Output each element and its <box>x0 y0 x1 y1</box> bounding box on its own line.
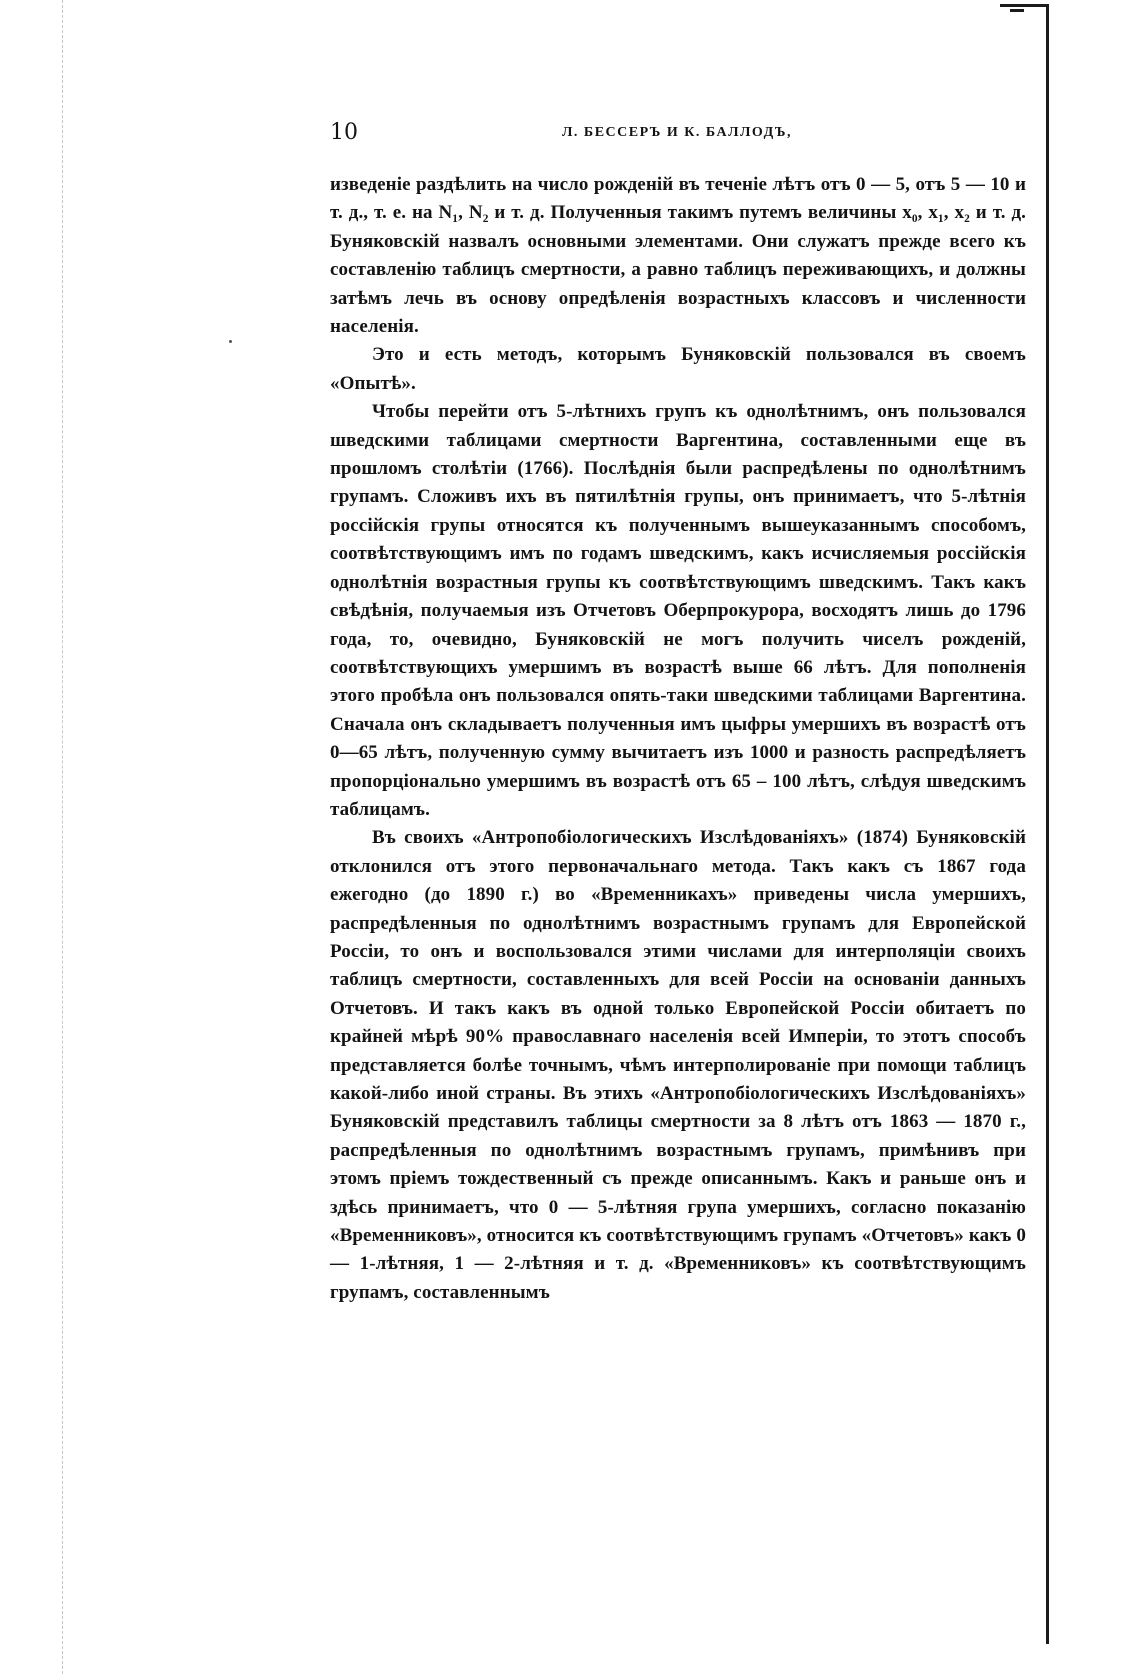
paragraph: Въ своихъ «Антропобіологическихъ Изслѣдованіяхъ» (1874) Буняковскій отклонился отъ этого первоначальнаго метода. Такъ какъ съ 1867 года ежегодно (до 1890 г.) во «Временникахъ» приведены числа умершихъ, распредѣленныя по однолѣтнимъ возрастнымъ групамъ для Европейской Россіи, то онъ и воспользовался этими числами для интерполяціи своихъ таблицъ смертности, составленныхъ для всей Россіи на основаніи данныхъ Отчетовъ. И такъ какъ въ одной только Европейской Россіи обитаетъ по крайней мѣрѣ 90% православнаго населенія всей Имперіи, то этотъ способъ представляется болѣе точнымъ, чѣмъ интерполированіе при помощи таблицъ какой-либо иной страны. Въ этихъ «Антропобіологическихъ Изслѣдованіяхъ» Буняковскій представилъ таблицы смертности за 8 лѣтъ отъ 1863 — 1870 г., распредѣленныя по однолѣтнимъ возрастнымъ групамъ, примѣнивъ при этомъ пріемъ тождественный съ прежде описаннымъ. Какъ и раньше онъ и здѣсь принимаетъ, что 0 — 5-лѣтняя група умершихъ, согласно показанію «Временниковъ», относится къ соотвѣтствующимъ групамъ «Отчетовъ» какъ 0 — 1-лѣтняя, 1 — 2-лѣтняя и т. д. «Временниковъ» къ соотвѣтствующимъ групамъ, составленнымъ <box>330 827 1026 1303</box>
scan-right-border <box>1046 4 1049 1644</box>
page-number: 10 <box>330 120 358 145</box>
body-text <box>330 171 1026 1307</box>
running-head: Л. БЕССЕРЪ И К. БАЛЛОДЪ, <box>562 125 792 140</box>
scan-speck <box>229 340 232 343</box>
page-header <box>330 120 814 150</box>
scan-top-right-border <box>1000 4 1049 7</box>
scan-left-fold-line <box>62 0 64 1674</box>
scan-top-right-mark <box>1010 9 1024 12</box>
paragraph: изведеніе раздѣлить на число рожденій въ теченіе лѣтъ отъ 0 — 5, отъ 5 — 10 и т. д., т. е. на N₁, N₂ и т. д. Полученныя такимъ путемъ величины x₀, x₁, x₂ и т. д. Буняковскій назвалъ основными элементами. Они служатъ прежде всего къ составленію таблицъ смертности, а равно таблицъ переживающихъ, и должны затѣмъ лечь въ основу опредѣленія возрастныхъ классовъ и численности населенія. <box>330 174 1026 338</box>
paragraph: Чтобы перейти отъ 5-лѣтнихъ групъ къ однолѣтнимъ, онъ пользовался шведскими таблицами смертности Варгентина, составленными еще въ прошломъ столѣтіи (1766). Послѣднія были распредѣлены по однолѣтнимъ групамъ. Сложивъ ихъ въ пятилѣтнія групы, онъ принимаетъ, что 5-лѣтнія россійскія групы относятся къ полученнымъ вышеуказаннымъ способомъ, соотвѣтствующимъ имъ по годамъ шведскимъ, какъ исчисляемыя россійскія однолѣтнія возрастныя групы къ соотвѣтствующимъ шведскимъ. Такъ какъ свѣдѣнія, получаемыя изъ Отчетовъ Оберпрокурора, восходятъ лишь до 1796 года, то, очевидно, Буняковскій не могъ получить чиселъ рожденій, соотвѣтствующихъ умершимъ въ возрастѣ выше 66 лѣтъ. Для пополненія этого пробѣла онъ пользовался опять-таки шведскими таблицами Варгентина. Сначала онъ складываетъ полученныя имъ цыфры умершихъ въ возрастѣ отъ 0—65 лѣтъ, полученную сумму вычитаетъ изъ 1000 и разность распредѣляетъ пропорціонально умершимъ въ возрастѣ отъ 65 – 100 лѣтъ, слѣдуя шведскимъ таблицамъ. <box>330 401 1026 820</box>
paragraph: Это и есть методъ, которымъ Буняковскій пользовался въ своемъ «Опытѣ». <box>330 344 1026 394</box>
